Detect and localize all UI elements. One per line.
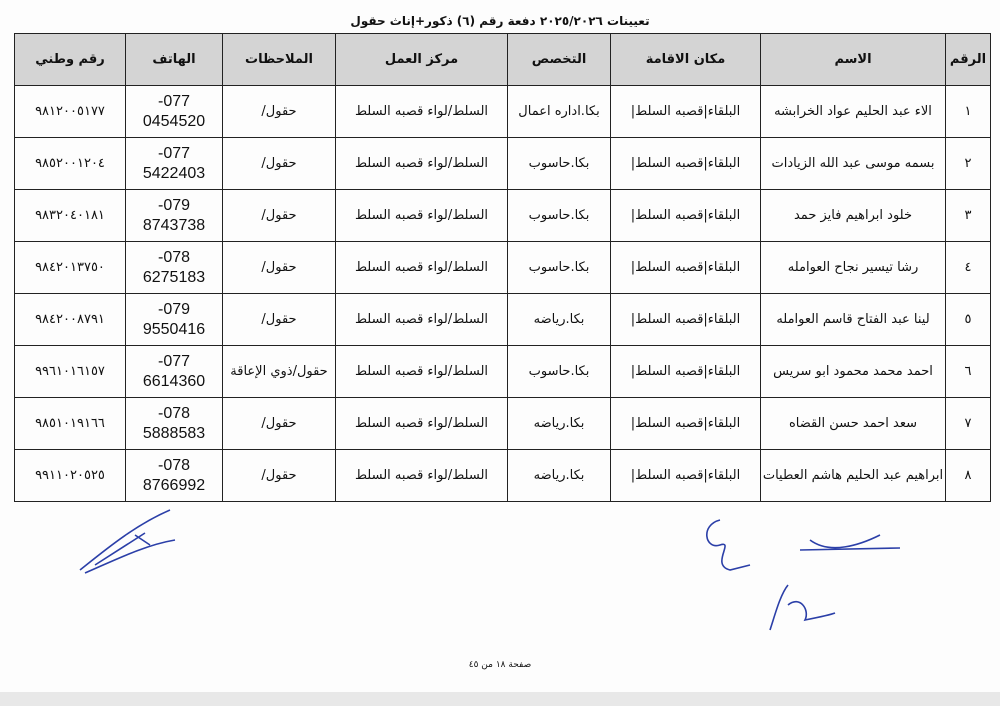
national-id-cell: ٩٩١١٠٢٠٥٢٥: [15, 450, 126, 502]
residence-cell: البلقاء|قصبه السلط|: [611, 242, 761, 294]
notes-cell: حقول/: [223, 294, 336, 346]
phone-cell: 078- 6275183: [126, 242, 223, 294]
table-row: [15, 346, 991, 398]
appointments-table: [14, 33, 991, 502]
workplace-cell: السلط/لواء قصبه السلط: [336, 86, 508, 138]
phone-cell: 077- 5422403: [126, 138, 223, 190]
workplace-cell: السلط/لواء قصبه السلط: [336, 242, 508, 294]
major-cell: بكا.حاسوب: [508, 346, 611, 398]
row-number: ٧: [946, 398, 991, 450]
document-title: تعيينات ٢٠٢٥/٢٠٢٦ دفعة رقم (٦) ذكور+إناث حقول: [350, 14, 650, 28]
page-number: صفحة ١٨ من ٤٥: [468, 660, 532, 670]
notes-cell: حقول/: [223, 450, 336, 502]
name-cell: الاء عبد الحليم عواد الخرابشه: [761, 86, 946, 138]
name-cell: ابراهيم عبد الحليم هاشم العطيات: [761, 450, 946, 502]
row-number: ٤: [946, 242, 991, 294]
residence-cell: البلقاء|قصبه السلط|: [611, 86, 761, 138]
header-major: التخصص: [508, 34, 611, 86]
scan-edge: [0, 692, 1000, 706]
residence-cell: البلقاء|قصبه السلط|: [611, 294, 761, 346]
major-cell: بكا.رياضه: [508, 294, 611, 346]
workplace-cell: السلط/لواء قصبه السلط: [336, 398, 508, 450]
residence-cell: البلقاء|قصبه السلط|: [611, 398, 761, 450]
notes-cell: حقول/: [223, 86, 336, 138]
workplace-cell: السلط/لواء قصبه السلط: [336, 450, 508, 502]
header-num: الرقم: [946, 34, 991, 86]
header-residence: مكان الاقامة: [611, 34, 761, 86]
table-row: [15, 398, 991, 450]
phone-cell: 077- 0454520: [126, 86, 223, 138]
signature-right-2: [760, 575, 840, 635]
table-header-row: [15, 34, 991, 86]
header-phone: الهاتف: [126, 34, 223, 86]
national-id-cell: ٩٩٦١٠١٦١٥٧: [15, 346, 126, 398]
header-notes: الملاحظات: [223, 34, 336, 86]
name-cell: سعد احمد حسن القضاه: [761, 398, 946, 450]
row-number: ٢: [946, 138, 991, 190]
row-number: ١: [946, 86, 991, 138]
national-id-cell: ٩٨٤٢٠٠٨٧٩١: [15, 294, 126, 346]
header-workplace: مركز العمل: [336, 34, 508, 86]
name-cell: لينا عبد الفتاح قاسم العوامله: [761, 294, 946, 346]
table-row: [15, 450, 991, 502]
major-cell: بكا.حاسوب: [508, 242, 611, 294]
workplace-cell: السلط/لواء قصبه السلط: [336, 294, 508, 346]
table-row: [15, 294, 991, 346]
residence-cell: البلقاء|قصبه السلط|: [611, 346, 761, 398]
row-number: ٨: [946, 450, 991, 502]
workplace-cell: السلط/لواء قصبه السلط: [336, 138, 508, 190]
national-id-cell: ٩٨٤٢٠١٣٧٥٠: [15, 242, 126, 294]
major-cell: بكا.حاسوب: [508, 190, 611, 242]
national-id-cell: ٩٨١٢٠٠٥١٧٧: [15, 86, 126, 138]
notes-cell: حقول/: [223, 398, 336, 450]
name-cell: بسمه موسى عبد الله الزيادات: [761, 138, 946, 190]
major-cell: بكا.رياضه: [508, 398, 611, 450]
notes-cell: حقول/: [223, 138, 336, 190]
residence-cell: البلقاء|قصبه السلط|: [611, 450, 761, 502]
workplace-cell: السلط/لواء قصبه السلط: [336, 190, 508, 242]
name-cell: رشا تيسير نجاح العوامله: [761, 242, 946, 294]
notes-cell: حقول/ذوي الإعاقة: [223, 346, 336, 398]
header-national-id: رقم وطني: [15, 34, 126, 86]
name-cell: احمد محمد محمود ابو سريس: [761, 346, 946, 398]
phone-cell: 078- 8766992: [126, 450, 223, 502]
table-row: [15, 242, 991, 294]
phone-cell: 079- 8743738: [126, 190, 223, 242]
major-cell: بكا.اداره اعمال: [508, 86, 611, 138]
notes-cell: حقول/: [223, 190, 336, 242]
row-number: ٥: [946, 294, 991, 346]
table-row: [15, 138, 991, 190]
row-number: ٣: [946, 190, 991, 242]
table-row: [15, 86, 991, 138]
phone-cell: 079- 9550416: [126, 294, 223, 346]
notes-cell: حقول/: [223, 242, 336, 294]
header-name: الاسم: [761, 34, 946, 86]
signature-left: [75, 505, 185, 580]
major-cell: بكا.حاسوب: [508, 138, 611, 190]
workplace-cell: السلط/لواء قصبه السلط: [336, 346, 508, 398]
row-number: ٦: [946, 346, 991, 398]
national-id-cell: ٩٨٥٢٠٠١٢٠٤: [15, 138, 126, 190]
residence-cell: البلقاء|قصبه السلط|: [611, 138, 761, 190]
name-cell: خلود ابراهيم فايز حمد: [761, 190, 946, 242]
phone-cell: 077- 6614360: [126, 346, 223, 398]
major-cell: بكا.رياضه: [508, 450, 611, 502]
national-id-cell: ٩٨٣٢٠٤٠١٨١: [15, 190, 126, 242]
residence-cell: البلقاء|قصبه السلط|: [611, 190, 761, 242]
table-row: [15, 190, 991, 242]
phone-cell: 078- 5888583: [126, 398, 223, 450]
national-id-cell: ٩٨٥١٠١٩١٦٦: [15, 398, 126, 450]
